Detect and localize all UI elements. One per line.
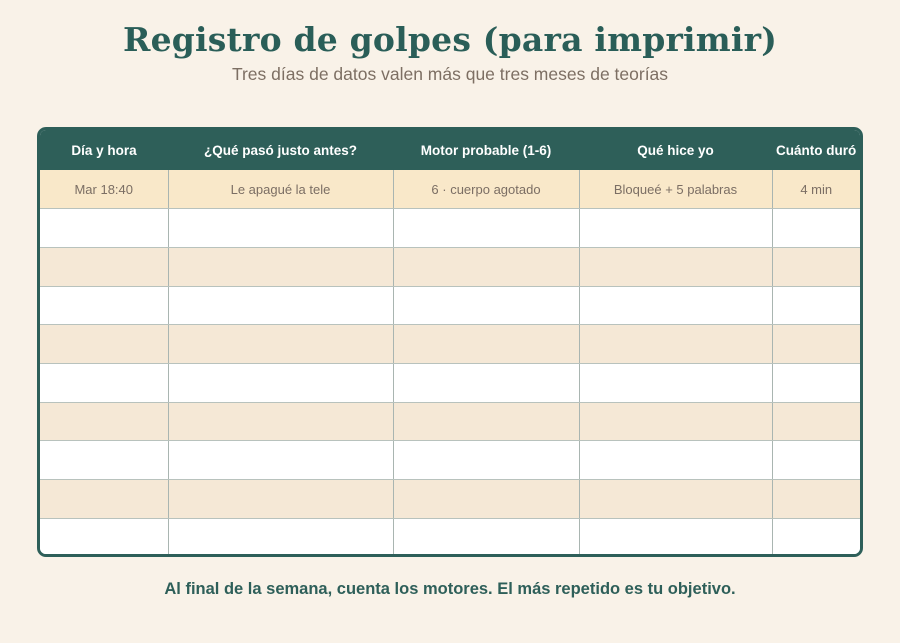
blank-cell xyxy=(772,518,860,557)
column-header-what-happened: ¿Qué pasó justo antes? xyxy=(168,130,393,170)
example-cell-what-happened: Le apagué la tele xyxy=(168,170,393,209)
blank-cell xyxy=(579,247,772,286)
blank-cell xyxy=(40,209,168,248)
blank-cell xyxy=(168,247,393,286)
blank-cell xyxy=(579,286,772,325)
example-row xyxy=(40,170,860,209)
blank-cell xyxy=(40,518,168,557)
blank-cell xyxy=(579,480,772,519)
footer-instruction: Al final de la semana, cuenta los motores. El más repetido es tu objetivo. xyxy=(164,580,736,598)
blank-cell xyxy=(393,480,579,519)
blank-cell xyxy=(393,363,579,402)
blank-cell xyxy=(579,518,772,557)
page-subtitle: Tres días de datos valen más que tres meses de teorías xyxy=(231,64,669,84)
blank-row xyxy=(40,480,860,519)
blank-row xyxy=(40,518,860,557)
column-header-day-time: Día y hora xyxy=(40,130,168,170)
table-header xyxy=(40,130,860,170)
blank-cell xyxy=(40,402,168,441)
example-cell-what-i-did: Bloqueé + 5 palabras xyxy=(579,170,772,209)
blank-cell xyxy=(772,209,860,248)
blank-cell xyxy=(772,325,860,364)
blank-cell xyxy=(168,363,393,402)
blank-cell xyxy=(168,402,393,441)
blank-row xyxy=(40,286,860,325)
table-body xyxy=(40,170,860,557)
blank-cell xyxy=(393,247,579,286)
blank-cell xyxy=(168,518,393,557)
example-cell-duration: 4 min xyxy=(772,170,860,209)
blank-cell xyxy=(393,518,579,557)
blank-cell xyxy=(40,480,168,519)
blank-cell xyxy=(40,286,168,325)
blank-cell xyxy=(168,286,393,325)
blank-cell xyxy=(772,286,860,325)
column-header-what-i-did: Qué hice yo xyxy=(579,130,772,170)
column-header-duration: Cuánto duró xyxy=(772,130,860,170)
blank-cell xyxy=(579,325,772,364)
blank-cell xyxy=(772,402,860,441)
blank-cell xyxy=(40,363,168,402)
blank-cell xyxy=(40,441,168,480)
blank-cell xyxy=(393,402,579,441)
blank-cell xyxy=(579,209,772,248)
example-cell-day-time: Mar 18:40 xyxy=(40,170,168,209)
log-table-container xyxy=(37,127,863,557)
blank-cell xyxy=(393,209,579,248)
blank-cell xyxy=(393,441,579,480)
blank-row xyxy=(40,402,860,441)
blank-cell xyxy=(40,247,168,286)
example-cell-probable-motor: 6 · cuerpo agotado xyxy=(393,170,579,209)
blank-cell xyxy=(168,209,393,248)
blank-cell xyxy=(579,402,772,441)
blank-row xyxy=(40,247,860,286)
page-title: Registro de golpes (para imprimir) xyxy=(122,20,778,59)
blank-row xyxy=(40,325,860,364)
blank-row xyxy=(40,441,860,480)
blank-row xyxy=(40,363,860,402)
blank-cell xyxy=(40,325,168,364)
blank-cell xyxy=(393,325,579,364)
blank-cell xyxy=(168,480,393,519)
blank-cell xyxy=(168,441,393,480)
blank-row xyxy=(40,209,860,248)
blank-cell xyxy=(168,325,393,364)
blank-cell xyxy=(772,247,860,286)
column-header-probable-motor: Motor probable (1-6) xyxy=(393,130,579,170)
log-table xyxy=(40,130,860,557)
blank-cell xyxy=(393,286,579,325)
header-row xyxy=(40,130,860,170)
blank-cell xyxy=(579,363,772,402)
blank-cell xyxy=(772,480,860,519)
blank-cell xyxy=(772,363,860,402)
blank-cell xyxy=(579,441,772,480)
blank-cell xyxy=(772,441,860,480)
